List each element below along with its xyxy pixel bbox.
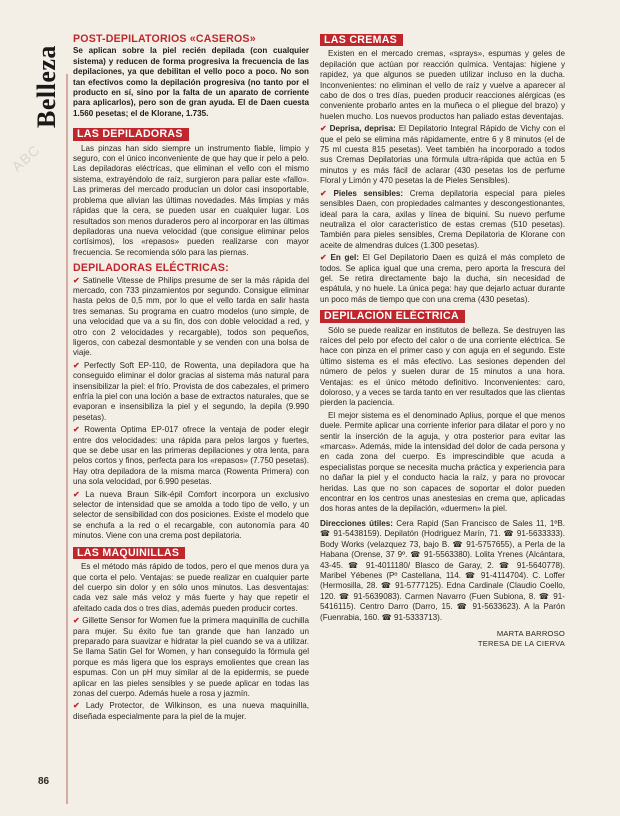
check-icon: ✔ xyxy=(73,275,80,285)
depiladoras-text: Las pinzas han sido siempre un instrumento fiable, limpio y seguro, con el único inconveniente de que hay que ir pelo a pelo. Las depiladoras eléctricas, que eliminan el vello con el mismo sistema, extrayéndolo de raíz, surgieron para paliar este «fallo». Las primeras del mercado producían un dolor casi insoportable, problema que alivian las últimas novedades. Más limpias y más rápidas que la cera, se pueden usar en cualquier lugar. Los resultados son menos duraderos pero al incorporar en las últimas depiladoras una nueva velocidad (que consigue eliminar pelos cortísimos), los «repasos» pueden realizarse con mayor frecuencia. Se recomienda sólo para las piernas. xyxy=(73,143,309,257)
page-number: 86 xyxy=(38,776,50,787)
left-column xyxy=(73,34,309,724)
cremas-heading: LAS CREMAS xyxy=(320,34,403,46)
cremas-item-lead: En gel: xyxy=(330,253,359,263)
cremas-item-text: El Gel Depilatorio Daen es quizá el más completo de todos. Se aplica igual que una crema, pero aporta la frescura del gel. Se retira directamente bajo la ducha, sin necesidad de espátula, y no huele. La única pega: hay que dejarlo actuar durante un poco más de tiempo que con una crema (430 pesetas). xyxy=(320,253,566,304)
electricas-heading: DEPILADORAS ELÉCTRICAS: xyxy=(73,262,229,275)
section-title: Belleza xyxy=(32,45,61,128)
direcciones-lead: Direcciones útiles: xyxy=(320,518,393,528)
electricas-item-text: Rowenta Optima EP-017 ofrece la ventaja de poder elegir entre dos velocidades: una rápida para pelos largos y fuertes, que se debe usar en las primeras depilaciones y otra lenta, para pelos cortos y finos, perfecta para los «repasos» (7.750 pesetas). Hay otra depiladora de la misma marca (Rowenta Primera) con una sola velocidad, por 6.990 pesetas. xyxy=(73,425,309,487)
cremas-item xyxy=(320,189,565,251)
maquinillas-item-text: Gillette Sensor for Women fue la primera maquinilla de cuchilla para mujer. Su éxito fue tan grande que han lanzado un preparado para suavizar e hidratar la piel cuando se va a utilizar. Se llama Satin Gel for Women, y han conseguido la fórmula gel porque es más ligera que los esprays emolientes que crean las espumas. Con un pH muy similar al de la epidermis, se puede aplicar en las pieles sensibles y se puede aplicar en todas las zonas del cuerpo. Además huele a rosa y jazmín. xyxy=(73,616,310,698)
signature xyxy=(320,629,565,649)
depiladoras-heading: LAS DEPILADORAS xyxy=(73,128,189,140)
sidebar-rule xyxy=(66,74,68,804)
check-icon: ✔ xyxy=(73,616,80,626)
maquinillas-text: Es el método más rápido de todos, pero el que menos dura ya que corta el pelo. Ventajas: se puede realizar en cualquier parte del cuerpo sin dolor y en sólo unos minutos. Las desventajas: cada vez sale más veloz y más fuerte y hay que repetir el afeitado cada dos o tres días, además pueden producir cortes. xyxy=(73,562,309,613)
check-icon: ✔ xyxy=(73,360,80,370)
maquinillas-item xyxy=(73,616,309,699)
cremas-item-lead: Deprisa, deprisa: xyxy=(329,124,396,134)
direcciones xyxy=(320,519,565,623)
electricas-item xyxy=(73,276,309,359)
right-column xyxy=(320,34,565,649)
author-name: TERESA DE LA CIERVA xyxy=(477,638,565,648)
electricas-item xyxy=(73,490,309,542)
check-icon: ✔ xyxy=(320,253,327,263)
section-sidebar xyxy=(30,38,64,128)
maquinillas-item xyxy=(73,701,309,722)
cremas-item xyxy=(320,124,565,186)
check-icon: ✔ xyxy=(73,425,80,435)
cremas-item xyxy=(320,253,565,305)
post-depilatorios-heading: POST-DEPILATORIOS «CASEROS» xyxy=(73,33,256,45)
maquinillas-item-text: Lady Protector, de Wilkinson, es una nueva maquinilla, diseñada especialmente para la piel de la mujer. xyxy=(73,701,310,721)
check-icon: ✔ xyxy=(73,489,80,499)
electricas-item xyxy=(73,361,309,423)
maquinillas-heading: LAS MAQUINILLAS xyxy=(73,547,185,559)
post-depilatorios-text: Se aplican sobre la piel recién depilada (con cualquier sistema) y reducen de forma progresiva la frecuencia de las depilaciones, ya que debilitan el vello poco a poco. No son tan efectivos como la depilación progresiva (no tanto por el producto en sí, sino por la falta de un aparato de corriente para aplicarlos), pero son de gran ayuda. El de Daen cuesta 1.560 pesetas; el de Klorane, 1.735. xyxy=(73,46,309,118)
watermark: ABC xyxy=(8,141,44,175)
cremas-item-text: Crema depilatoria especial para pieles sensibles Daen, con propiedades calmantes y descongestionantes, ideal para la cara, axilas y línea de biquini. Su nuevo perfume neutraliza el olor característico de estas cremas (510 pesetas). También para pieles sensibles, Crema Depilatoria de Klorane con aceite de almendras dulces (1.300 pesetas). xyxy=(320,188,566,250)
cremas-item-lead: Pieles sensibles: xyxy=(333,188,404,198)
check-icon: ✔ xyxy=(320,124,327,134)
electrica-text-1: Sólo se puede realizar en institutos de belleza. Se destruyen las raíces del pelo por efecto del calor o de una corriente eléctrica. Se hace con pinza en el primer caso y con aguja en el segundo. Este último sistema es el más efectivo. Las sesiones dependen del número de pelos y suelen durar de 15 minutos a una hora. Ventajas: es el único método definitivo. Inconvenientes: caro, doloroso, y a veces se tarda tanto en ver resultados que las clientas pierden la paciencia. xyxy=(320,325,565,408)
cremas-text: Existen en el mercado cremas, «sprays», espumas y geles de depilación que actúan por reacción química. Ventajas: higiene y rapidez, ya que algunos se pueden utilizar incluso en la ducha. Inconvenientes: no eliminan el vello de raíz y vuelve a aparecer al cabo de dos o tres días, pueden producir reacciones alérgicas (es conveniente probarlo antes en la muñeca o el pliegue del brazo) y huelen mucho. Los nuevos productos han paliado estas deventajas. xyxy=(320,49,565,121)
check-icon: ✔ xyxy=(320,188,327,198)
electrica-text-2: El mejor sistema es el denominado Aplius, porque el que menos duele. Permite aplicar una corriente inferior para dilatar el poro y no sentir la inserción de la aguja, y otra posterior para evitar las «marcas». Además, mide la intensidad del dolor de cada persona y en cada zona del cuerpo. Es imprescindible que acuda a especialistas porque se necesita mucha práctica y experiencia para no dañar la piel y el conducto hacia la raíz, y para no provocar heridas. Las que no son capaces de soportar el dolor pueden encontrar en los centros unas anestesias en crema que, aplicadas dos horas antes de la depilación, «duermen» la piel. xyxy=(320,410,565,514)
electricas-item-text: La nueva Braun Silk-épil Comfort incorpora un exclusivo selector de intensidad que se amolda a todo tipo de vello, y un selector de sensibilidad con dos posiciones. Existe el modelo que se enchufa a la red o el recargable, con autonomía para 40 minutos. Viene con una crema post depilatoria. xyxy=(73,489,310,541)
direcciones-text: Cera Rapid (San Francisco de Sales 11, 1ºB. ☎ 91-5438159). Depilatón (Hodriguez Marín, 71. ☎ 91-5633333). Body Works (velazquez 73, bajo B. ☎ 91-5757655), a Perla de la Habana (Orense, 37 9º. ☎ 91-5563380). Lolita Yrenes (Alcántara, 43-45. ☎ 91-4011180/ Blasco de Garay, 2. ☎ 91-5640778). Maribel Yébenes (Pº Castellana, 114. ☎ 91-4114704). C. Loffer (Hermosilla, 28. ☎ 91-5777125). Edna Cardinale (Claudio Coello, 120. ☎ 91-5639083). Carmen Navarro (Fuen Subiona, 8. ☎ 91-5416115). Centro Darro (Darro, 15. ☎ 91-5633623). A la Parón (Fuenrabia, 160. ☎ 91-5333713). xyxy=(320,518,565,622)
cremas-item-text: El Depilatorio Integral Rápido de Vichy con el que el pelo se elimina más rápidamente, entre 6 y 8 minutos (el de 75 ml cuesta 815 pesetas). Veet también ha incorporado a todos sus Cremas Depilatorias una fórmula ultra-rápida que actúa en 5 minutos y es más fácil de aclarar (430 pesetas los de perfume Floral y Limón y 470 pesetas la de Pieles Sensibles). xyxy=(320,124,565,186)
author-name: MARTA BARROSO xyxy=(496,628,565,638)
depilacion-electrica-heading: DEPILACIÓN ELÉCTRICA xyxy=(320,310,465,322)
electricas-item xyxy=(73,425,309,487)
electricas-item-text: Perfectly Soft EP-110, de Rowenta, una depiladora que ha conseguido eliminar el dolor gracias al sistema más natural para insensibilizar la piel: el frío. Provista de dos cabezales, el primero enfría la piel con una loción a base de extractos naturales, que se evaporan e insensibiliza la piel y el segundo, la depila (9.990 pesetas). xyxy=(73,360,309,422)
electricas-item-text: Satinelle Vitesse de Philips presume de ser la más rápida del mercado, con 733 pinzamientos por segundo. Consigue eliminar hasta pelos de 0,5 mm, por lo que el vello tarda en salir hasta tres semanas. Su programa en cuatro modelos (uno simple, de una velocidad que va a su fin, dos con doble velocidad a red, y otro con 2 velocidades y recargable), todos son pequeños, ligeros, con cabezal desmontable y se venden con una bolsa de viaje. xyxy=(73,275,309,358)
check-icon: ✔ xyxy=(73,701,80,711)
